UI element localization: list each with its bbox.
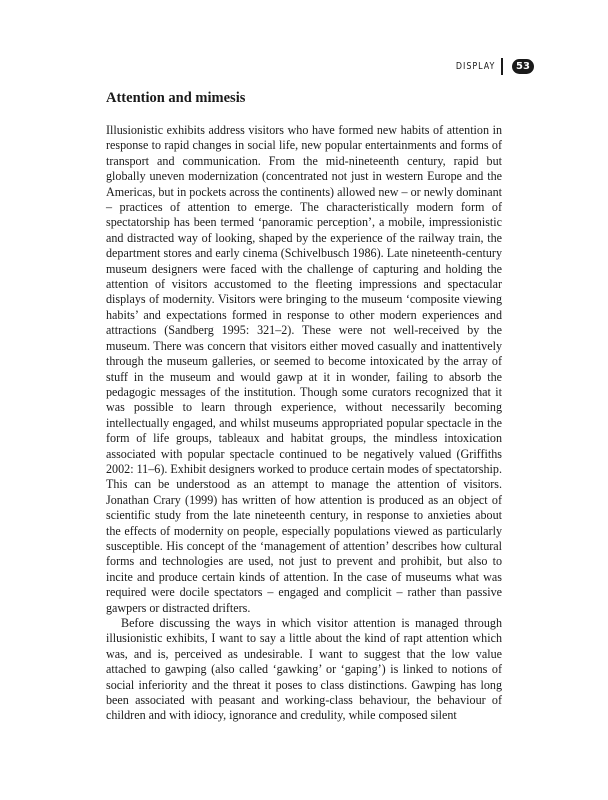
paragraph: Before discussing the ways in which visitor attention is managed through illusionistic exhibits, I want to say a little about the kind of rapt attention which was, and is, perceived as undesirable. I want to suggest that the low value attached to gawping (also called ‘gawking’ or ‘gaping’) is linked to notions of social inferiority and the threat it poses to class distinctions. Gawping has long been associated with peasant and working-class behaviour, the behaviour of children and with idiocy, ignorance and credulity, while composed silent <box>106 616 502 723</box>
page-number-badge: 53 <box>512 59 534 74</box>
body-text <box>106 123 502 724</box>
running-title: DISPLAY <box>455 60 495 72</box>
paragraph: Illusionistic exhibits address visitors who have formed new habits of attention in response to rapid changes in social life, new popular entertainments and forms of transport and communication. From the mid-nineteenth century, rapid but globally uneven modernization (concentrated not just in western Europe and the Americas, but in pockets across the continents) allowed new – or newly dominant – practices of attention to emerge. The characteristically modern form of spectatorship has been termed ‘panoramic perception’, a mobile, impressionistic and distracted way of looking, shaped by the experience of the railway train, the department stores and early cinema (Schivelbusch 1986). Late nineteenth-century museum designers were faced with the challenge of capturing and holding the attention of visitors accustomed to the fleeting impressions and spectacular displays of modernity. Visitors were bringing to the museum ‘composite viewing habits’ and expectations formed in response to other modern experiences and attractions (Sandberg 1995: 321–2). These were not well-received by the museum. There was concern that visitors either moved casually and inattentively through the museum galleries, or seemed to become intoxicated by the array of stuff in the museum and would gawp at it in wonder, failing to absorb the pedagogic messages of the institution. Though some curators recognized that it was possible to learn through experience, without necessarily becoming intellectually engaged, and whilst museums appropriated popular spectacle in the form of life groups, tableaux and habitat groups, the mindless intoxication associated with popular spectacle continued to be negatively valued (Griffiths 2002: 11–6). Exhibit designers worked to produce certain modes of spectatorship. This can be understood as an attempt to manage the attention of visitors. Jonathan Crary (1999) has written of how attention is produced as an object of scientific study from the late nineteenth century, in response to anxieties about the effects of modernity on people, especially populations viewed as particularly susceptible. His concept of the ‘management of attention’ describes how cultural forms and technologies are used, not just to prevent and prohibit, but also to incite and produce certain kinds of attention. In the case of museums what was required were docile spectators – engaged and complicit – rather than passive gawpers or distracted drifters. <box>106 123 502 615</box>
running-head <box>446 57 534 75</box>
section-heading: Attention and mimesis <box>106 90 246 106</box>
header-rule <box>501 58 503 75</box>
